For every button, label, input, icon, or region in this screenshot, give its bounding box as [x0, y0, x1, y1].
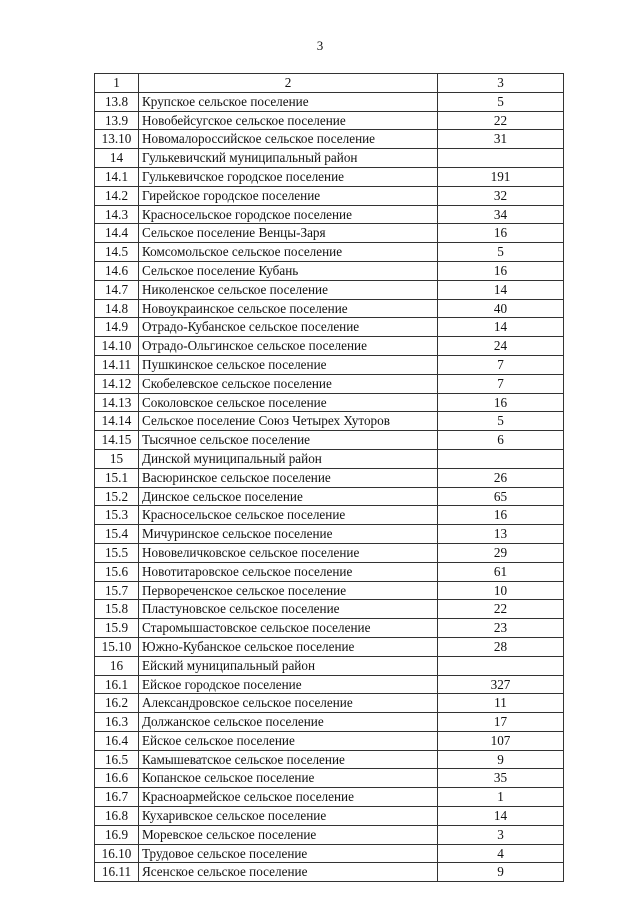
row-value-cell: 40 — [438, 299, 564, 318]
row-value-cell: 16 — [438, 506, 564, 525]
table-row — [95, 713, 564, 732]
row-name-cell: Васюринское сельское поселение — [139, 468, 438, 487]
row-value-cell: 14 — [438, 280, 564, 299]
row-name-cell: Николенское сельское поселение — [139, 280, 438, 299]
row-number-cell: 16 — [95, 656, 139, 675]
row-value-cell: 5 — [438, 412, 564, 431]
table-row — [95, 374, 564, 393]
row-value-cell: 16 — [438, 261, 564, 280]
row-number-cell: 15 — [95, 449, 139, 468]
row-value-cell — [438, 149, 564, 168]
table-row — [95, 487, 564, 506]
row-number-cell: 16.6 — [95, 769, 139, 788]
table-row — [95, 393, 564, 412]
row-number-cell: 16.2 — [95, 694, 139, 713]
table-row — [95, 449, 564, 468]
row-value-cell: 6 — [438, 431, 564, 450]
row-value-cell: 22 — [438, 111, 564, 130]
table-row — [95, 656, 564, 675]
row-number-cell: 14.14 — [95, 412, 139, 431]
row-number-cell: 16.5 — [95, 750, 139, 769]
row-name-cell: Должанское сельское поселение — [139, 713, 438, 732]
row-name-cell: Отрадо-Ольгинское сельское поселение — [139, 337, 438, 356]
row-value-cell: 7 — [438, 355, 564, 374]
row-value-cell: 22 — [438, 600, 564, 619]
table-header-row — [95, 74, 564, 93]
row-value-cell: 107 — [438, 731, 564, 750]
row-name-cell: Новобейсугское сельское поселение — [139, 111, 438, 130]
row-value-cell: 29 — [438, 543, 564, 562]
row-number-cell: 15.9 — [95, 619, 139, 638]
row-name-cell: Новоукраинское сельское поселение — [139, 299, 438, 318]
table-row — [95, 431, 564, 450]
table-row — [95, 92, 564, 111]
table-row — [95, 299, 564, 318]
row-name-cell: Нововеличковское сельское поселение — [139, 543, 438, 562]
row-name-cell: Скобелевское сельское поселение — [139, 374, 438, 393]
row-value-cell: 3 — [438, 825, 564, 844]
table-row — [95, 130, 564, 149]
header-cell-name: 2 — [139, 74, 438, 93]
row-name-cell: Красносельское сельское поселение — [139, 506, 438, 525]
table-row — [95, 619, 564, 638]
row-value-cell: 61 — [438, 562, 564, 581]
row-number-cell: 16.7 — [95, 788, 139, 807]
row-value-cell: 35 — [438, 769, 564, 788]
row-name-cell: Кухаривское сельское поселение — [139, 807, 438, 826]
row-value-cell: 14 — [438, 318, 564, 337]
row-number-cell: 15.2 — [95, 487, 139, 506]
table-row — [95, 506, 564, 525]
row-name-cell: Копанское сельское поселение — [139, 769, 438, 788]
row-name-cell: Камышеватское сельское поселение — [139, 750, 438, 769]
row-value-cell: 34 — [438, 205, 564, 224]
table-row — [95, 337, 564, 356]
table-row — [95, 562, 564, 581]
row-name-cell: Сельское поселение Кубань — [139, 261, 438, 280]
row-value-cell: 11 — [438, 694, 564, 713]
row-value-cell: 65 — [438, 487, 564, 506]
row-name-cell: Динское сельское поселение — [139, 487, 438, 506]
header-cell-number: 1 — [95, 74, 139, 93]
table-row — [95, 468, 564, 487]
row-number-cell: 15.10 — [95, 637, 139, 656]
row-name-cell: Трудовое сельское поселение — [139, 844, 438, 863]
row-number-cell: 14.9 — [95, 318, 139, 337]
row-number-cell: 16.8 — [95, 807, 139, 826]
row-value-cell: 16 — [438, 224, 564, 243]
row-value-cell: 191 — [438, 167, 564, 186]
row-value-cell — [438, 656, 564, 675]
row-name-cell: Соколовское сельское поселение — [139, 393, 438, 412]
row-name-cell: Комсомольское сельское поселение — [139, 243, 438, 262]
row-number-cell: 16.9 — [95, 825, 139, 844]
row-number-cell: 16.3 — [95, 713, 139, 732]
table-row — [95, 318, 564, 337]
table-row — [95, 731, 564, 750]
row-name-cell: Первореченское сельское поселение — [139, 581, 438, 600]
row-name-cell: Мичуринское сельское поселение — [139, 525, 438, 544]
table-row — [95, 788, 564, 807]
row-name-cell: Сельское поселение Венцы-Заря — [139, 224, 438, 243]
row-name-cell: Новотитаровское сельское поселение — [139, 562, 438, 581]
row-name-cell: Моревское сельское поселение — [139, 825, 438, 844]
row-number-cell: 15.7 — [95, 581, 139, 600]
row-number-cell: 14.6 — [95, 261, 139, 280]
row-value-cell: 31 — [438, 130, 564, 149]
table-row — [95, 863, 564, 882]
row-value-cell: 14 — [438, 807, 564, 826]
table-row — [95, 844, 564, 863]
row-name-cell: Гулькевичский муниципальный район — [139, 149, 438, 168]
row-name-cell: Старомышастовское сельское поселение — [139, 619, 438, 638]
table-row — [95, 261, 564, 280]
row-number-cell: 14.12 — [95, 374, 139, 393]
table-row — [95, 807, 564, 826]
row-name-cell: Южно-Кубанское сельское поселение — [139, 637, 438, 656]
page-number: 3 — [316, 38, 324, 53]
row-name-cell: Ейское городское поселение — [139, 675, 438, 694]
row-value-cell: 32 — [438, 186, 564, 205]
table-row — [95, 224, 564, 243]
row-name-cell: Новомалороссийское сельское поселение — [139, 130, 438, 149]
row-name-cell: Пушкинское сельское поселение — [139, 355, 438, 374]
row-name-cell: Пластуновское сельское поселение — [139, 600, 438, 619]
row-value-cell: 9 — [438, 863, 564, 882]
row-name-cell: Красносельское городское поселение — [139, 205, 438, 224]
row-value-cell: 17 — [438, 713, 564, 732]
row-name-cell: Ясенское сельское поселение — [139, 863, 438, 882]
row-name-cell: Ейское сельское поселение — [139, 731, 438, 750]
table-row — [95, 243, 564, 262]
row-number-cell: 14.2 — [95, 186, 139, 205]
row-number-cell: 14.7 — [95, 280, 139, 299]
row-number-cell: 14.11 — [95, 355, 139, 374]
table-row — [95, 167, 564, 186]
row-value-cell: 327 — [438, 675, 564, 694]
row-name-cell: Ейский муниципальный район — [139, 656, 438, 675]
row-number-cell: 15.4 — [95, 525, 139, 544]
row-value-cell: 5 — [438, 243, 564, 262]
row-value-cell: 9 — [438, 750, 564, 769]
row-value-cell: 1 — [438, 788, 564, 807]
table-row — [95, 600, 564, 619]
row-number-cell: 15.1 — [95, 468, 139, 487]
row-value-cell — [438, 449, 564, 468]
table-row — [95, 694, 564, 713]
row-name-cell: Крупское сельское поселение — [139, 92, 438, 111]
row-value-cell: 28 — [438, 637, 564, 656]
row-number-cell: 14.5 — [95, 243, 139, 262]
row-number-cell: 14.4 — [95, 224, 139, 243]
table-row — [95, 205, 564, 224]
row-value-cell: 24 — [438, 337, 564, 356]
row-name-cell: Отрадо-Кубанское сельское поселение — [139, 318, 438, 337]
table-row — [95, 825, 564, 844]
header-cell-value: 3 — [438, 74, 564, 93]
row-number-cell: 14.8 — [95, 299, 139, 318]
row-value-cell: 10 — [438, 581, 564, 600]
row-name-cell: Александровское сельское поселение — [139, 694, 438, 713]
row-number-cell: 16.1 — [95, 675, 139, 694]
row-value-cell: 23 — [438, 619, 564, 638]
table-row — [95, 525, 564, 544]
row-value-cell: 13 — [438, 525, 564, 544]
table-row — [95, 280, 564, 299]
row-number-cell: 16.11 — [95, 863, 139, 882]
row-name-cell: Тысячное сельское поселение — [139, 431, 438, 450]
table-row — [95, 186, 564, 205]
table-row — [95, 750, 564, 769]
row-number-cell: 15.6 — [95, 562, 139, 581]
row-number-cell: 15.8 — [95, 600, 139, 619]
row-number-cell: 14.15 — [95, 431, 139, 450]
table-row — [95, 111, 564, 130]
table-row — [95, 355, 564, 374]
row-value-cell: 5 — [438, 92, 564, 111]
row-number-cell: 13.8 — [95, 92, 139, 111]
row-name-cell: Красноармейское сельское поселение — [139, 788, 438, 807]
row-name-cell: Гулькевичское городское поселение — [139, 167, 438, 186]
table-row — [95, 769, 564, 788]
row-name-cell: Гирейское городское поселение — [139, 186, 438, 205]
table-body — [95, 74, 564, 882]
table-row — [95, 581, 564, 600]
row-value-cell: 4 — [438, 844, 564, 863]
row-number-cell: 15.3 — [95, 506, 139, 525]
table-row — [95, 412, 564, 431]
row-name-cell: Динской муниципальный район — [139, 449, 438, 468]
row-name-cell: Сельское поселение Союз Четырех Хуторов — [139, 412, 438, 431]
row-value-cell: 7 — [438, 374, 564, 393]
row-number-cell: 14.13 — [95, 393, 139, 412]
table-row — [95, 149, 564, 168]
table-row — [95, 637, 564, 656]
row-number-cell: 14.10 — [95, 337, 139, 356]
row-number-cell: 15.5 — [95, 543, 139, 562]
table-row — [95, 543, 564, 562]
table-row — [95, 675, 564, 694]
row-number-cell: 14.1 — [95, 167, 139, 186]
row-number-cell: 14 — [95, 149, 139, 168]
row-number-cell: 14.3 — [95, 205, 139, 224]
row-value-cell: 26 — [438, 468, 564, 487]
settlements-table — [94, 73, 564, 882]
row-value-cell: 16 — [438, 393, 564, 412]
row-number-cell: 13.10 — [95, 130, 139, 149]
row-number-cell: 13.9 — [95, 111, 139, 130]
row-number-cell: 16.10 — [95, 844, 139, 863]
row-number-cell: 16.4 — [95, 731, 139, 750]
